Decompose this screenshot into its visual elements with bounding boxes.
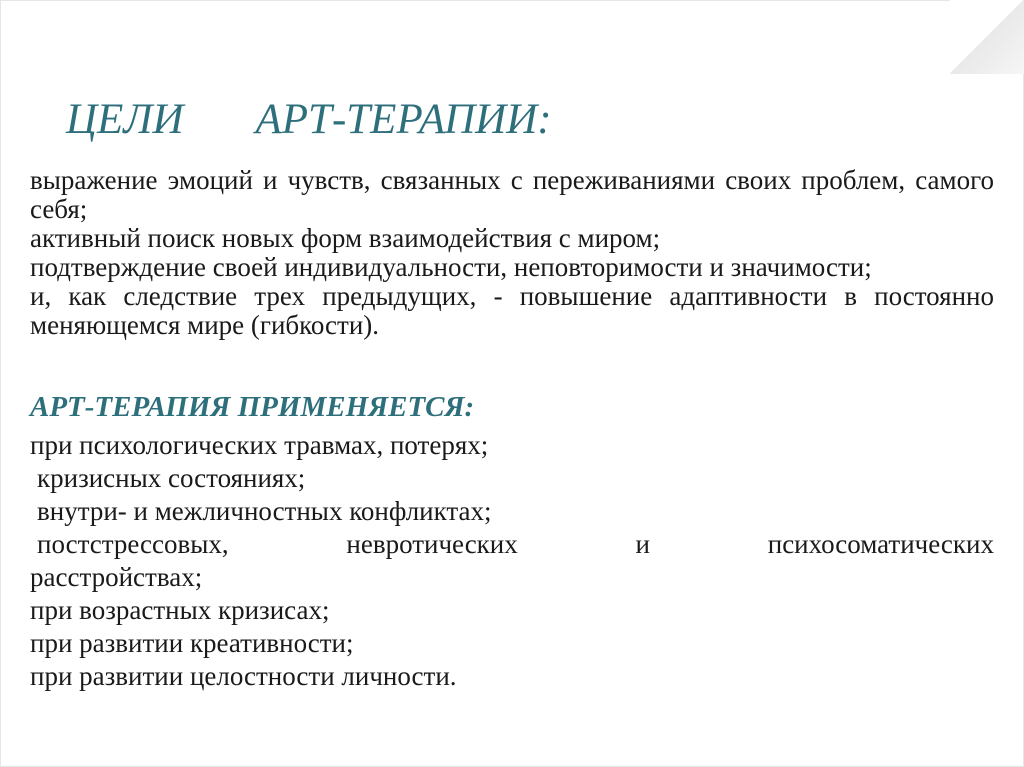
title-word-art-therapy: АРТ-ТЕРАПИИ: — [255, 96, 552, 143]
application-item — [30, 528, 994, 561]
application-item: при психологических травмах, потерях; — [30, 430, 489, 460]
goal-item: и, как следствие трех предыдущих, - повышение адаптивности в постоянно меняющемся мире (гибкости). — [30, 281, 994, 340]
application-word: невротических — [346, 529, 518, 559]
application-item-continuation: расстройствах; — [30, 562, 203, 592]
goal-item: подтверждение своей индивидуальности, неповторимости и значимости; — [30, 252, 872, 282]
application-item: кризисных состояниях; — [37, 463, 306, 493]
applications-list — [30, 429, 994, 693]
application-item: внутри- и межличностных конфликтах; — [37, 496, 492, 526]
application-word: постстрессовых, — [37, 529, 229, 559]
goal-item: выражение эмоций и чувств, связанных с переживаниями своих проблем, самого себя; — [30, 165, 994, 224]
goals-list — [30, 166, 994, 340]
application-word: психосоматических — [767, 529, 994, 559]
applications-heading: АРТ-ТЕРАПИЯ ПРИМЕНЯЕТСЯ: — [30, 391, 475, 423]
application-item: при развитии целостности личности. — [30, 661, 457, 691]
goal-item: активный поиск новых форм взаимодействия с миром; — [30, 223, 661, 253]
application-word: и — [635, 529, 650, 559]
page-curl-corner — [950, 0, 1024, 74]
title-word-goals: ЦЕЛИ — [66, 96, 184, 143]
slide-title — [66, 95, 552, 144]
application-item: при возрастных кризисах; — [30, 595, 330, 625]
application-item: при развитии креативности; — [30, 628, 354, 658]
